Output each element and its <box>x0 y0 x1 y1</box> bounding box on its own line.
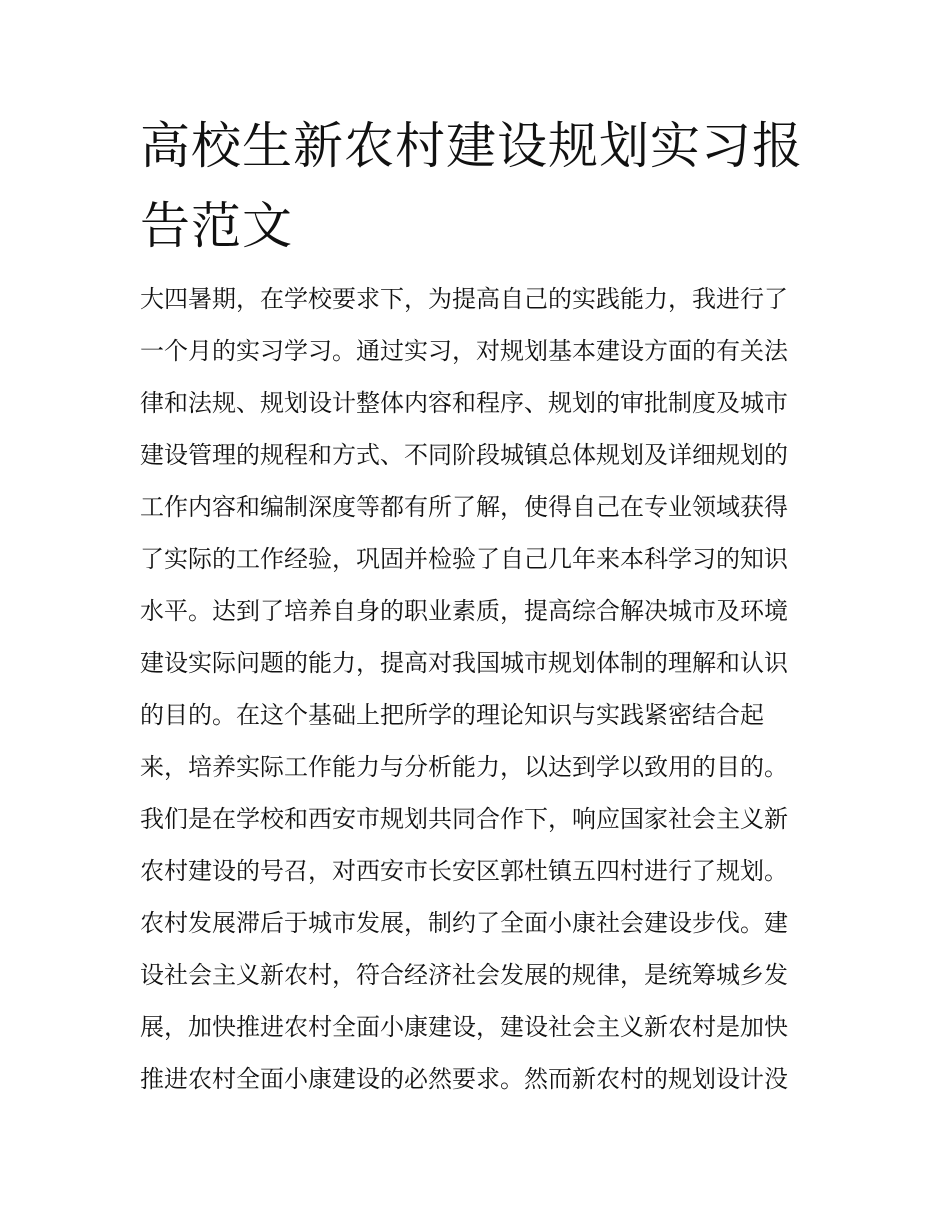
document-title-line-2: 告范文 <box>140 197 293 255</box>
body-line-16: 推进农村全面小康建设的必然要求。然而新农村的规划设计没 <box>140 1065 788 1093</box>
body-line-14: 设社会主义新农村，符合经济社会发展的规律，是统筹城乡发 <box>140 961 788 989</box>
body-line-9: 的目的。在这个基础上把所学的理论知识与实践紧密结合起 <box>140 701 764 729</box>
body-line-8: 建设实际问题的能力，提高对我国城市规划体制的理解和认识 <box>140 649 788 677</box>
body-line-5: 工作内容和编制深度等都有所了解，使得自己在专业领域获得 <box>140 493 788 521</box>
body-line-6: 了实际的工作经验，巩固并检验了自己几年来本科学习的知识 <box>140 545 788 573</box>
body-line-10: 来，培养实际工作能力与分析能力，以达到学以致用的目的。 <box>140 753 788 781</box>
document-title-line-1: 高校生新农村建设规划实习报 <box>140 117 803 175</box>
body-line-13: 农村发展滞后于城市发展，制约了全面小康社会建设步伐。建 <box>140 909 788 937</box>
body-line-15: 展，加快推进农村全面小康建设，建设社会主义新农村是加快 <box>140 1013 788 1041</box>
body-line-3: 律和法规、规划设计整体内容和程序、规划的审批制度及城市 <box>140 389 788 417</box>
body-line-4: 建设管理的规程和方式、不同阶段城镇总体规划及详细规划的 <box>140 441 788 469</box>
body-line-2: 一个月的实习学习。通过实习，对规划基本建设方面的有关法 <box>140 337 788 365</box>
body-line-11: 我们是在学校和西安市规划共同合作下，响应国家社会主义新 <box>140 805 788 833</box>
body-line-1: 大四暑期，在学校要求下，为提高自己的实践能力，我进行了 <box>140 285 788 313</box>
body-line-12: 农村建设的号召，对西安市长安区郭杜镇五四村进行了规划。 <box>140 857 788 885</box>
body-line-7: 水平。达到了培养自身的职业素质，提高综合解决城市及环境 <box>140 597 788 625</box>
